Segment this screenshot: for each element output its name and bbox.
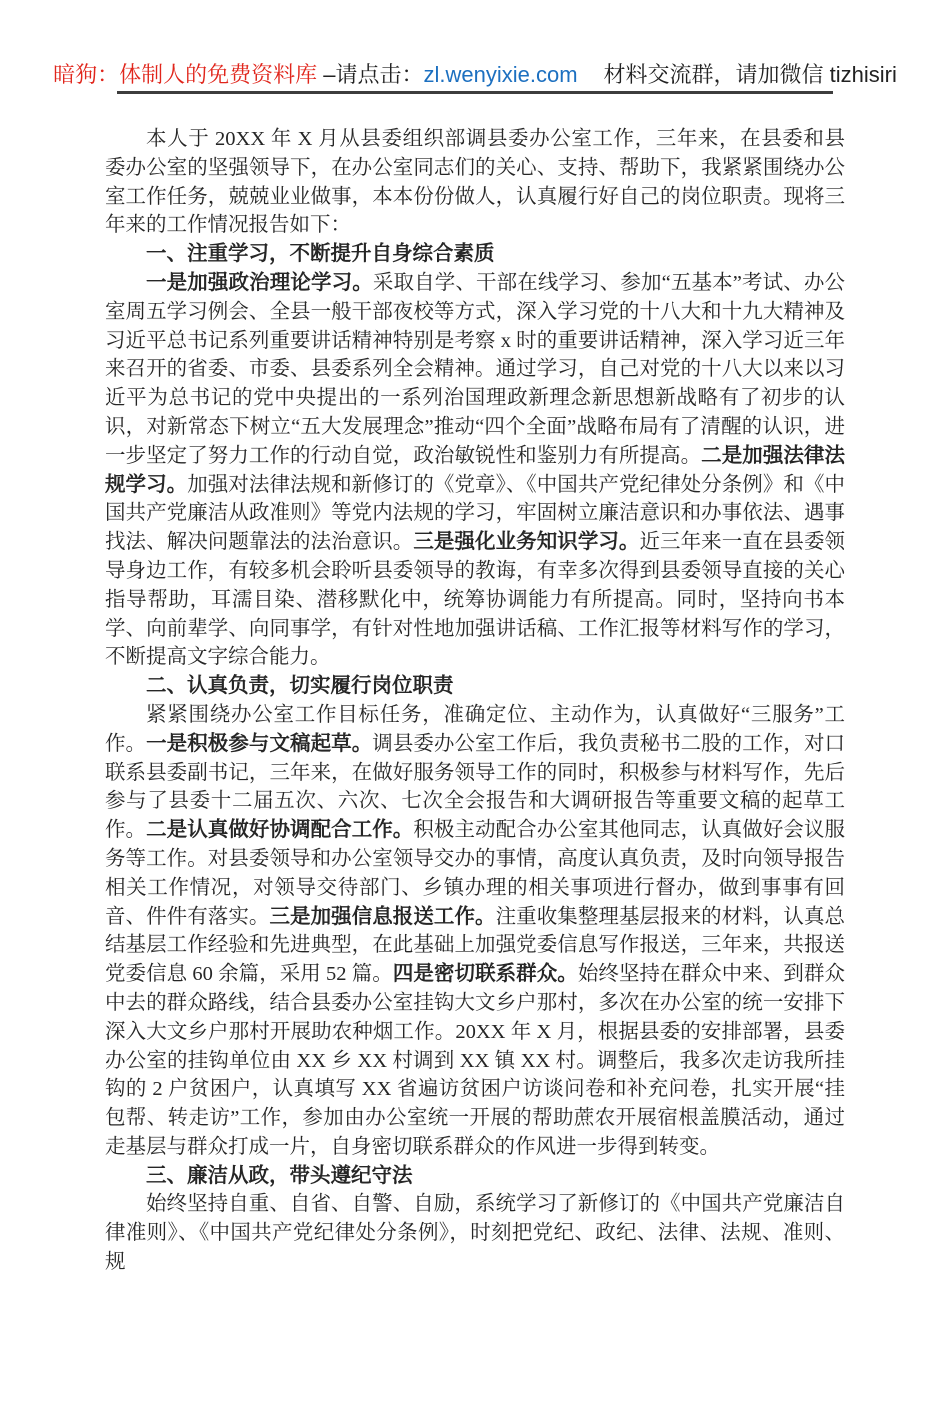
promo-header	[0, 60, 950, 90]
paragraph	[105, 1190, 845, 1276]
text-run: 调县委办公室工作后，我负责秘书二股的工作，对口联系县委副书记，三年来，在做好服务领导工作的同时，积极参与材料写作，先后参与了县委十二届五次、六次、七次全会报告和大调研报告等重要文稿的起草工作。	[105, 732, 846, 842]
paragraph	[105, 701, 845, 1162]
text-run: 本人于 20XX 年 X 月从县委组织部调县委办公室工作，三年来，在县委和县委办公室的坚强领导下，在办公室同志们的关心、支持、帮助下，我紧紧围绕办公室工作任务，兢兢业业做事，本本份份做人，认真履行好自己的岗位职责。现将三年来的工作情况报告如下：	[105, 128, 845, 237]
bold-run: 二、认真负责，切实履行岗位职责	[146, 674, 454, 698]
section-heading	[105, 1162, 845, 1191]
paragraph	[105, 269, 845, 672]
bold-run: 三是强化业务知识学习。	[413, 530, 640, 554]
text-run: 加强对法律法规和新修订的《党章》、《中国共产党纪律处分条例》和《中国共产党廉洁从政准则》等党内法规的学习，牢固树立廉洁意识和办事依法、遇事找法、解决问题靠法的法治意识。	[105, 473, 846, 554]
section-heading	[105, 240, 845, 269]
header-divider-rule	[117, 91, 833, 94]
bold-run: 二是认真做好协调配合工作。	[146, 818, 414, 842]
bold-run: 三、廉洁从政，带头遵纪守法	[146, 1163, 413, 1187]
bold-run: 二是加强法律法规学习。	[105, 443, 845, 496]
text-run: 采取自学、干部在线学习、参加“五基本”考试、办公室周五学习例会、全县一般干部夜校等方式，深入学习党的十八大和十九大精神及习近平总书记系列重要讲话精神特别是考察 x 时的重要讲话精神，深入学习近三年来召开的省委、市委、县委系列全会精神。通过学习，自己对党的十八大以来以习近平为总书记的党中央提出的一系列治国理政新理念新思想新战略有了初步的认识，对新常态下树立“五大发展理念”推动“四个全面”战略布局有了清醒的认识，进一步坚定了努力工作的行动自觉，政治敏锐性和鉴别力有所提高。	[105, 271, 845, 467]
text-run: 始终坚持自重、自省、自警、自励，系统学习了新修订的《中国共产党廉洁自律准则》、《中国共产党纪律处分条例》，时刻把党纪、政纪、法律、法规、准则、规	[105, 1193, 845, 1274]
document-body	[105, 125, 845, 1277]
header-click-hint: –请点击：	[317, 62, 424, 87]
header-site-link[interactable]: zl.wenyixie.com	[423, 62, 578, 87]
text-run: 始终坚持在群众中来、到群众中去的群众路线，结合县委办公室挂钩大文乡户那村，多次在办公室的统一安排下深入大文乡户那村开展助农种烟工作。20XX 年 X 月，根据县委的安排部署，县委办公室的挂钩单位由 XX 乡 XX 村调到 XX 镇 XX 村。调整后，我多次走访我所挂钩的 2 户贫困户，认真填写 XX 省遍访贫困户访谈问卷和补充问卷，扎实开展“挂包帮、转走访”工作，参加由办公室统一开展的帮助蔗农开展宿根盖膜活动，通过走基层与群众打成一片，自身密切联系群众的作风进一步得到转变。	[105, 963, 846, 1158]
header-brand-text: 暗狗：体制人的免费资料库	[53, 62, 318, 87]
section-heading	[105, 672, 845, 701]
bold-run: 四是密切联系群众。	[392, 962, 578, 986]
text-run: 紧紧围绕办公室工作目标任务，准确定位、主动作为，认真做好“三服务”工作。	[105, 703, 845, 755]
text-run: 注重收集整理基层报来的材料，认真总结基层工作经验和先进典型，在此基础上加强党委信息写作报送，三年来，共报送党委信息 60 余篇，采用 52 篇。	[105, 905, 846, 986]
bold-run: 一是积极参与文稿起草。	[146, 731, 373, 755]
bold-run: 一是加强政治理论学习。	[146, 270, 373, 294]
bold-run: 一、注重学习，不断提升自身综合素质	[146, 242, 495, 266]
header-group-hint: 材料交流群，请加微信 tizhisiri	[603, 62, 897, 87]
document-page	[0, 60, 950, 1404]
text-run: 近三年来一直在县委领导身边工作，有较多机会聆听县委领导的教诲，有幸多次得到县委领导直接的关心指导帮助，耳濡目染、潜移默化中，统筹协调能力有所提高。同时，坚持向书本学、向前辈学、向同事学，有针对性地加强讲话稿、工作汇报等材料写作的学习，不断提高文字综合能力。	[105, 531, 846, 669]
paragraph	[105, 125, 845, 240]
text-run: 积极主动配合办公室其他同志，认真做好会议服务等工作。对县委领导和办公室领导交办的事情，高度认真负责，及时向领导报告相关工作情况，对领导交待部门、乡镇办理的相关事项进行督办，做到事事有回音、件件有落实。	[105, 819, 846, 928]
bold-run: 三是加强信息报送工作。	[269, 904, 496, 928]
